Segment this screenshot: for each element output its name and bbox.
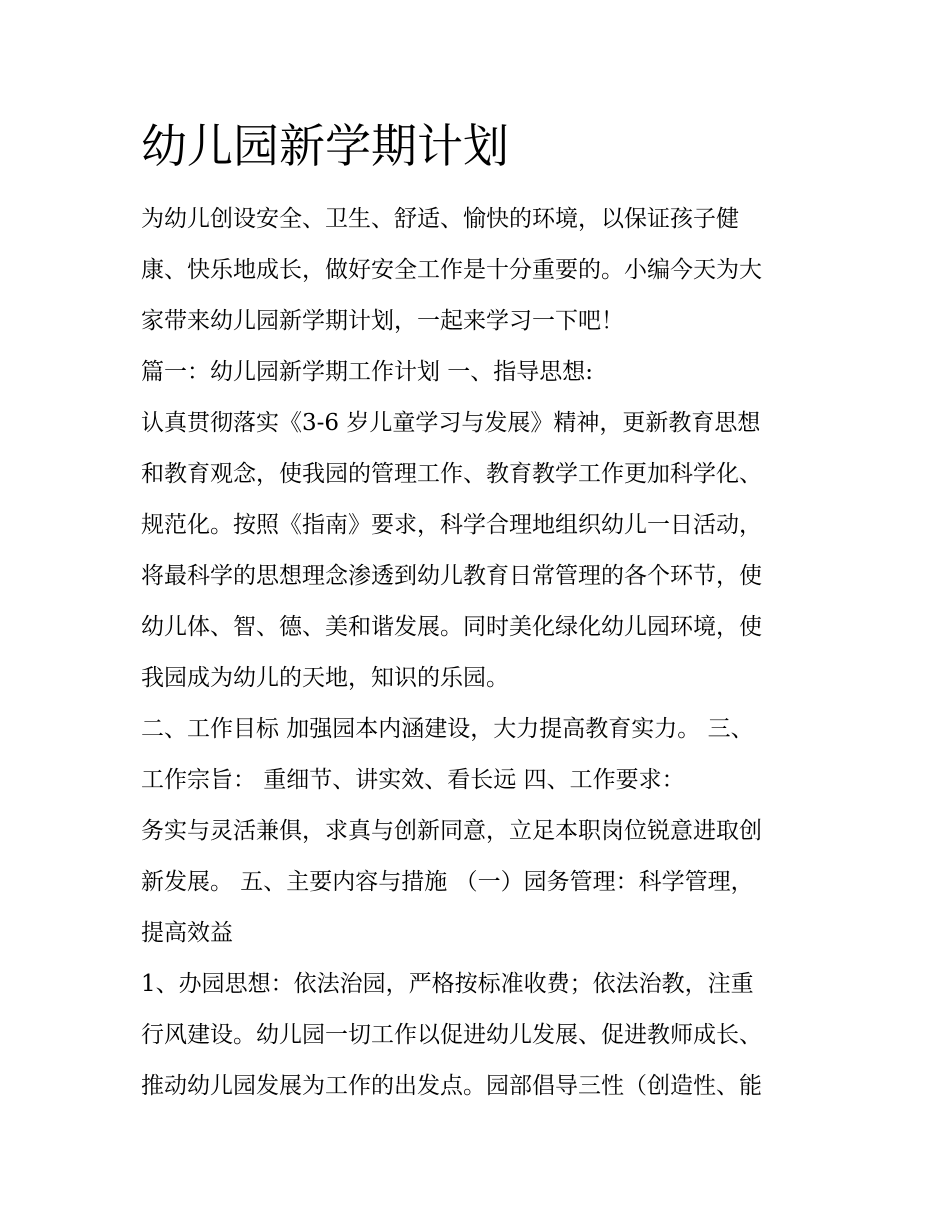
body-line: 我园成为幼儿的天地，知识的乐园。 <box>141 665 509 691</box>
body-line: 幼儿体、智、德、美和谐发展。同时美化绿化幼儿园环境，使 <box>141 614 762 640</box>
body-line: 家带来幼儿园新学期计划，一起来学习一下吧！ <box>141 308 624 334</box>
body-line: 工作宗旨： 重细节、讲实效、看长远 四、工作要求： <box>141 767 685 793</box>
body-line: 推动幼儿园发展为工作的出发点。园部倡导三性（创造性、能 <box>141 1073 762 1099</box>
body-line: 篇一：幼儿园新学期工作计划 一、指导思想: <box>141 359 594 385</box>
body-line: 务实与灵活兼俱，求真与创新同意，立足本职岗位锐意进取创 <box>141 818 762 844</box>
body-line: 认真贯彻落实《3-6 岁儿童学习与发展》精神，更新教育思想 <box>141 410 761 436</box>
body-line: 为幼儿创设安全、卫生、舒适、愉快的环境，以保证孩子健 <box>141 206 739 232</box>
body-line: 和教育观念，使我园的管理工作、教育教学工作更加科学化、 <box>141 461 762 487</box>
body-line: 1、办园思想：依法治园，严格按标准收费；依法治教，注重 <box>141 971 754 997</box>
body-line: 提高效益 <box>141 920 233 946</box>
document-title: 幼儿园新学期计划 <box>141 119 509 173</box>
body-line: 新发展。 五、主要内容与措施 （一）园务管理：科学管理， <box>141 869 754 895</box>
body-line: 康、快乐地成长，做好安全工作是十分重要的。小编今天为大 <box>141 257 762 283</box>
body-line: 规范化。按照《指南》要求，科学合理地组织幼儿一日活动， <box>141 512 762 538</box>
body-line: 将最科学的思想理念渗透到幼儿教育日常管理的各个环节，使 <box>141 563 762 589</box>
body-line: 行风建设。幼儿园一切工作以促进幼儿发展、促进教师成长、 <box>141 1022 762 1048</box>
body-line: 二、工作目标 加强园本内涵建设，大力提高教育实力。 三、 <box>141 716 754 742</box>
